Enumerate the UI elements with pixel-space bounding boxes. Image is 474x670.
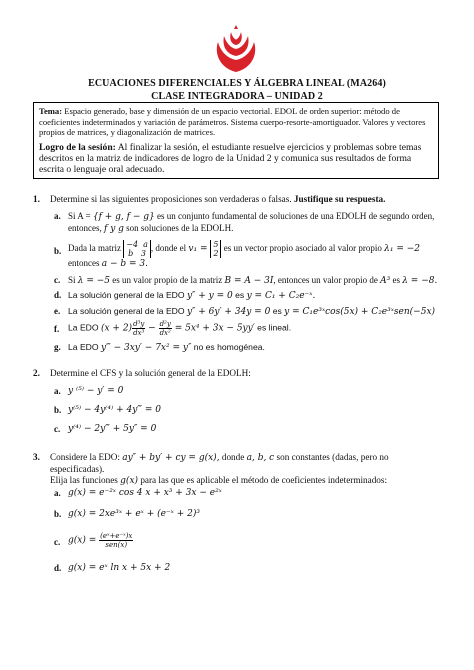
- question-number: 3.: [33, 452, 40, 462]
- q3-math-2: a, b, c: [246, 453, 275, 463]
- item-label: c.: [54, 537, 61, 547]
- q1f-math-3: = 5x⁴ + 3x − 5yy′: [171, 323, 255, 334]
- matrix-cell: 3: [140, 249, 146, 258]
- q1b-text-1: Dada la matriz: [68, 243, 124, 254]
- q1a-math-2: f y g: [104, 224, 124, 234]
- fraction-denominator: sen(x): [105, 541, 128, 549]
- question-1-text: Determine si las siguientes proposiciones son verdaderas o falsas.: [50, 194, 294, 204]
- fraction-denominator: dx³: [133, 329, 145, 337]
- document-title: ECUACIONES DIFERENCIALES Y ÁLGEBRA LINEAL (MA264): [88, 78, 386, 89]
- topic-label: Tema:: [39, 106, 63, 116]
- upc-logo-icon: [212, 24, 260, 74]
- item-label: d.: [54, 563, 62, 573]
- item-label: c.: [54, 424, 61, 434]
- item-label: a.: [54, 488, 61, 498]
- q3-text-1: Considere la EDO:: [50, 452, 123, 462]
- q3-text-2: donde: [219, 452, 247, 462]
- q1e-text-1: La solución general de la EDO: [68, 306, 187, 316]
- q1c-math-4: λ = −8.: [402, 276, 438, 286]
- fraction: [99, 532, 133, 549]
- q1g-text-1: La EDO: [68, 342, 101, 352]
- document-subtitle: CLASE INTEGRADORA – UNIDAD 2: [151, 91, 323, 102]
- q1b-text-3: es un vector propio asociado al valor propio: [221, 243, 385, 254]
- item-label: b.: [54, 509, 62, 519]
- fraction-denominator: dx²: [159, 329, 171, 337]
- item-label: b.: [54, 246, 62, 256]
- question-text: [50, 194, 440, 205]
- matrix-cell: b: [128, 249, 134, 258]
- q1c-text-2: es un valor propio de la matriz: [110, 275, 225, 285]
- item-body: [68, 275, 444, 287]
- item-label: d.: [54, 290, 62, 300]
- q1a-text-2: es un conjunto fundamental de soluciones de una EDOLH de segundo orden, entonces,: [68, 211, 435, 233]
- q3-text-3: son constantes (dadas, pero no especificadas).: [50, 452, 389, 474]
- q1d-text-2: es: [232, 290, 247, 300]
- q1e-text-2: es: [270, 306, 285, 316]
- q1a-text-3: son soluciones de la EDOLH.: [123, 223, 234, 233]
- fraction-numerator: (eˣ+e⁻ˣ)x: [100, 532, 133, 540]
- q1e-math-2: y = C₁e³ˣcos(5x) + C₂e³ˣsen(−5x): [284, 307, 436, 317]
- q1c-math-3: A³: [380, 276, 391, 286]
- q1c-text-1: Si: [68, 275, 78, 285]
- q1c-text-4: es: [390, 275, 403, 285]
- q3-math-1: ay″ + by′ + cy = g(x),: [122, 453, 220, 463]
- topic-box: [33, 102, 439, 179]
- q3-math-3: g(x): [120, 476, 139, 486]
- goal-label: Logro de la sesión:: [39, 141, 116, 153]
- question-number: 2.: [33, 368, 40, 378]
- question-number: 1.: [33, 194, 40, 204]
- item-body: [68, 320, 444, 337]
- item-label: b.: [54, 405, 62, 415]
- item-equation: g(x) = eˣ ln x + 5x + 2: [68, 563, 171, 573]
- q1b-vector-label: v₁ =: [188, 244, 211, 255]
- item-equation: g(x) = 2xe³ˣ + eˣ + (e⁻ˣ + 2)³: [68, 509, 200, 519]
- item-equation: g(x) =: [68, 535, 100, 546]
- q1c-math-2: B = A − 3I: [224, 276, 274, 286]
- q1d-math-1: y″ + y = 0: [186, 291, 233, 301]
- item-label: e.: [54, 306, 61, 316]
- item-label: f.: [54, 324, 60, 334]
- q1e-math-1: y″ + 6y′ + 34y = 0: [186, 307, 271, 317]
- q1f-text-2: es lineal.: [254, 322, 292, 333]
- fraction: [132, 320, 145, 337]
- topic-text: Espacio generado, base y dimensión de un espacio vectorial. EDOL de orden superior: método de coeficientes indeterminados y variación de parámetros. Sistema cuerpo-resorte-amortiguador. Valores y vectores propios de matrices, y diagonalización de matrices.: [39, 106, 426, 138]
- q1g-text-2: no es homogénea.: [191, 342, 265, 352]
- item-equation: g(x) = e⁻²ˣ cos 4 x + x³ + 3x − e²ˣ: [68, 488, 222, 498]
- item-body: [68, 342, 444, 354]
- q1b-text-2: , donde el: [150, 243, 189, 254]
- q1d-text-1: La solución general de la EDO: [68, 290, 187, 300]
- matrix-a: [123, 240, 151, 258]
- topic-paragraph: [39, 106, 433, 138]
- q3-text-4: Elija las funciones: [50, 475, 121, 485]
- item-body: [68, 240, 444, 270]
- item-label: a.: [54, 386, 61, 396]
- fraction-numerator: d³y: [133, 320, 145, 328]
- item-equation: y⁽⁵⁾ − 4y⁽⁴⁾ + 4y‴ = 0: [68, 405, 161, 415]
- q1f-math-2: −: [145, 323, 159, 334]
- fraction-numerator: d²y: [159, 320, 171, 328]
- item-body: [68, 290, 444, 302]
- q1a-text-1: Si A =: [68, 211, 93, 221]
- q1f-math-1: (x + 2): [100, 323, 133, 334]
- question-text: Determine el CFS y la solución general de la EDOLH:: [50, 368, 251, 378]
- vector-v1: [210, 240, 221, 258]
- question-text: [50, 452, 440, 487]
- q1g-math-1: y‴ − 3xy′ − 7x² = y″: [100, 343, 192, 353]
- q1b-text-4: entonces: [68, 258, 102, 268]
- matrix-cell: a: [143, 240, 148, 249]
- q1c-text-3: , entonces un valor propio de: [273, 275, 381, 285]
- item-equation: y ⁽⁵⁾ − y′ = 0: [68, 386, 124, 396]
- item-equation: y⁽⁴⁾ − 2y‴ + 5y″ = 0: [68, 424, 157, 434]
- item-body: [68, 532, 444, 549]
- question-1-emphasis: Justifique su respuesta.: [293, 194, 386, 204]
- item-body: [68, 306, 444, 318]
- item-label: g.: [54, 342, 61, 352]
- q3-text-5: para las que es aplicable el método de coeficientes indeterminados:: [138, 475, 388, 485]
- item-label: a.: [54, 211, 61, 221]
- q1f-text-1: La EDO: [68, 322, 101, 333]
- vector-cell: 2: [213, 249, 219, 258]
- item-label: c.: [54, 275, 61, 285]
- q1d-math-2: y = C₁ + C₂e⁻ˣ.: [246, 291, 316, 301]
- goal-text: Al finalizar la sesión, el estudiante resuelve ejercicios y problemas sobre temas descritos en la matriz de indicadores de logro de la Unidad 2 y comunica sus resultados de forma escrita o lenguaje oral adecuado.: [39, 141, 422, 176]
- item-body: [68, 211, 444, 235]
- fraction: [159, 320, 172, 337]
- matrix-cell: −4: [126, 240, 139, 249]
- q1a-math-1: {f + g, f − g}: [92, 212, 155, 222]
- vector-cell: 5: [213, 240, 219, 249]
- q1b-result: a − b = 3.: [101, 259, 148, 269]
- q1b-eigenvalue: λ₁ = −2: [384, 244, 421, 255]
- goal-paragraph: [39, 142, 433, 176]
- q1c-math-1: λ = −5: [77, 276, 110, 286]
